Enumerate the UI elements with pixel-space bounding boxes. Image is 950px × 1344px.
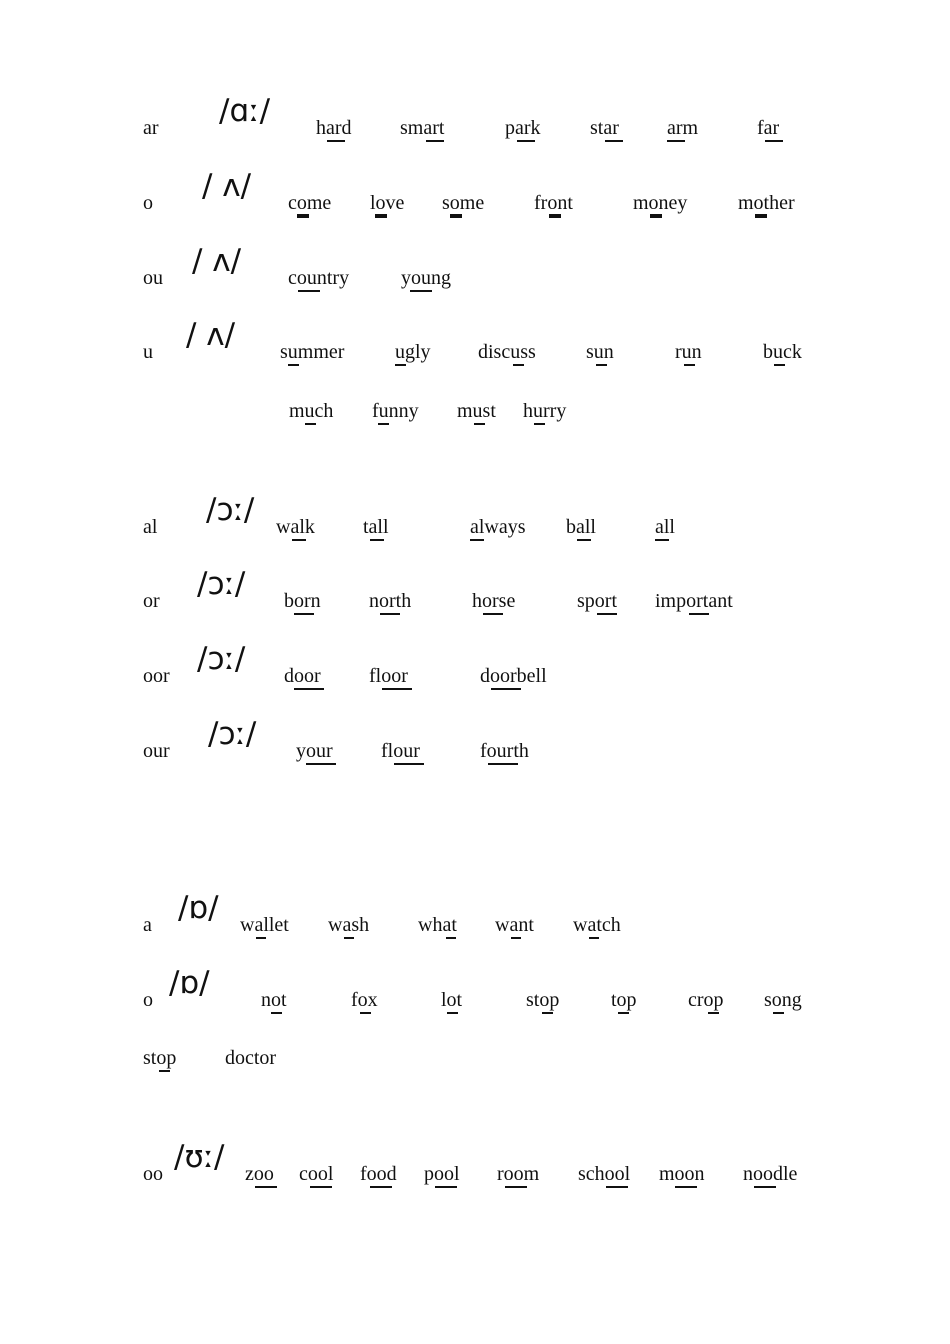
example-word: want	[495, 914, 534, 936]
example-word: door	[284, 665, 321, 687]
example-word: school	[578, 1163, 631, 1185]
underline-mark	[327, 140, 345, 142]
underline-mark	[549, 214, 561, 218]
example-word: hard	[316, 117, 352, 139]
example-word: stop	[526, 989, 560, 1011]
example-word: some	[442, 192, 485, 214]
ipa-symbol: /ɔː/	[197, 566, 246, 602]
underline-mark	[294, 613, 314, 615]
ipa-symbol: /ʊː/	[174, 1139, 225, 1175]
example-word: room	[497, 1163, 540, 1185]
example-word: tall	[363, 516, 389, 538]
example-word: ball	[566, 516, 596, 538]
ipa-symbol: /ɔː/	[197, 641, 246, 677]
spelling-label: u	[143, 341, 153, 363]
example-word: wallet	[240, 914, 289, 936]
example-word: pool	[424, 1163, 460, 1185]
spelling-label: a	[143, 914, 152, 936]
example-word: all	[655, 516, 675, 538]
underline-mark	[394, 763, 424, 765]
ipa-symbol: /ɒ/	[178, 890, 219, 926]
underline-mark	[754, 1186, 776, 1188]
underline-mark	[675, 1186, 697, 1188]
ipa-symbol: / ʌ/	[186, 317, 236, 353]
example-word: cool	[299, 1163, 334, 1185]
underline-mark	[310, 1186, 332, 1188]
ipa-symbol: / ʌ/	[192, 243, 242, 279]
example-word: fourth	[480, 740, 529, 762]
underline-mark	[159, 1070, 170, 1072]
underline-mark	[380, 613, 400, 615]
example-word: stop	[143, 1047, 177, 1069]
example-word: far	[757, 117, 780, 139]
example-word: summer	[280, 341, 345, 363]
underline-mark	[450, 214, 462, 218]
example-word: moon	[659, 1163, 705, 1185]
underline-mark	[542, 1012, 553, 1014]
underline-mark	[655, 539, 669, 541]
example-word: mother	[738, 192, 795, 214]
underline-mark	[597, 613, 617, 615]
underline-mark	[491, 688, 521, 690]
spelling-label: ar	[143, 117, 159, 139]
underline-mark	[513, 364, 524, 366]
example-word: come	[288, 192, 332, 214]
example-word: doctor	[225, 1047, 277, 1069]
example-word: fox	[351, 989, 378, 1011]
underline-mark	[589, 937, 599, 939]
example-word: love	[370, 192, 405, 214]
underline-mark	[435, 1186, 457, 1188]
example-word: flour	[381, 740, 420, 762]
underline-mark	[774, 364, 785, 366]
example-word: front	[534, 192, 573, 214]
example-word: sun	[586, 341, 614, 363]
ipa-symbol: /ɔː/	[208, 716, 257, 752]
underline-mark	[517, 140, 535, 142]
underline-mark	[395, 364, 406, 366]
underline-mark	[344, 937, 354, 939]
underline-mark	[426, 140, 444, 142]
example-word: sport	[577, 590, 617, 612]
underline-mark	[667, 140, 685, 142]
underline-mark	[474, 423, 485, 425]
ipa-symbol: /ɔː/	[206, 492, 255, 528]
underline-mark	[375, 214, 387, 218]
example-word: hurry	[523, 400, 567, 422]
underline-mark	[488, 763, 518, 765]
example-word: ugly	[395, 341, 431, 363]
example-word: park	[505, 117, 541, 139]
underline-mark	[708, 1012, 719, 1014]
example-word: song	[764, 989, 802, 1011]
underline-mark	[470, 539, 484, 541]
underline-mark	[618, 1012, 629, 1014]
example-word: food	[360, 1163, 397, 1185]
example-word: must	[457, 400, 496, 422]
spelling-label: oor	[143, 665, 170, 687]
example-word: much	[289, 400, 334, 422]
example-word: what	[418, 914, 457, 936]
example-word: not	[261, 989, 287, 1011]
ipa-symbol: / ʌ/	[202, 168, 252, 204]
underline-mark	[511, 937, 521, 939]
underline-mark	[650, 214, 662, 218]
underline-mark	[684, 364, 695, 366]
underline-mark	[534, 423, 545, 425]
underline-mark	[446, 937, 456, 939]
example-word: discuss	[478, 341, 536, 363]
example-word: country	[288, 267, 350, 289]
underline-mark	[410, 290, 432, 292]
spelling-label: oo	[143, 1163, 163, 1185]
underline-mark	[382, 688, 412, 690]
underline-mark	[596, 364, 607, 366]
underline-mark	[765, 140, 783, 142]
underline-mark	[297, 214, 309, 218]
example-word: star	[590, 117, 619, 139]
example-word: young	[401, 267, 451, 289]
spelling-label: o	[143, 989, 153, 1011]
example-word: money	[633, 192, 688, 214]
example-word: run	[675, 341, 702, 363]
underline-mark	[447, 1012, 458, 1014]
example-word: walk	[276, 516, 315, 538]
example-word: north	[369, 590, 412, 612]
example-word: horse	[472, 590, 516, 612]
underline-mark	[292, 539, 306, 541]
ipa-symbol: /ɑː/	[219, 93, 271, 129]
example-word: doorbell	[480, 665, 547, 687]
example-word: top	[611, 989, 637, 1011]
underline-mark	[577, 539, 591, 541]
underline-mark	[370, 539, 384, 541]
underline-mark	[298, 290, 320, 292]
underline-mark	[305, 423, 316, 425]
underline-mark	[360, 1012, 371, 1014]
spelling-label: o	[143, 192, 153, 214]
underline-mark	[378, 423, 389, 425]
example-word: noodle	[743, 1163, 798, 1185]
underline-mark	[773, 1012, 784, 1014]
underline-mark	[256, 937, 266, 939]
example-word: watch	[573, 914, 621, 936]
example-word: wash	[328, 914, 370, 936]
spelling-label: ou	[143, 267, 163, 289]
spelling-label: al	[143, 516, 158, 538]
underline-mark	[255, 1186, 277, 1188]
example-word: smart	[400, 117, 445, 139]
example-word: crop	[688, 989, 724, 1011]
underline-mark	[306, 763, 336, 765]
underline-mark	[689, 613, 709, 615]
underline-mark	[483, 613, 503, 615]
example-word: your	[296, 740, 333, 762]
example-word: always	[470, 516, 526, 538]
example-word: buck	[763, 341, 802, 363]
ipa-symbol: /ɒ/	[169, 965, 210, 1001]
example-word: funny	[372, 400, 419, 422]
example-word: arm	[667, 117, 699, 139]
example-word: born	[284, 590, 321, 612]
underline-mark	[288, 364, 299, 366]
underline-mark	[294, 688, 324, 690]
underline-mark	[755, 214, 767, 218]
spelling-label: or	[143, 590, 160, 612]
underline-mark	[605, 140, 623, 142]
example-word: floor	[369, 665, 408, 687]
underline-mark	[271, 1012, 282, 1014]
underline-mark	[505, 1186, 527, 1188]
example-word: zoo	[245, 1163, 274, 1185]
underline-mark	[606, 1186, 628, 1188]
spelling-label: our	[143, 740, 170, 762]
example-word: important	[655, 590, 733, 612]
example-word: lot	[441, 989, 463, 1011]
underline-mark	[370, 1186, 392, 1188]
